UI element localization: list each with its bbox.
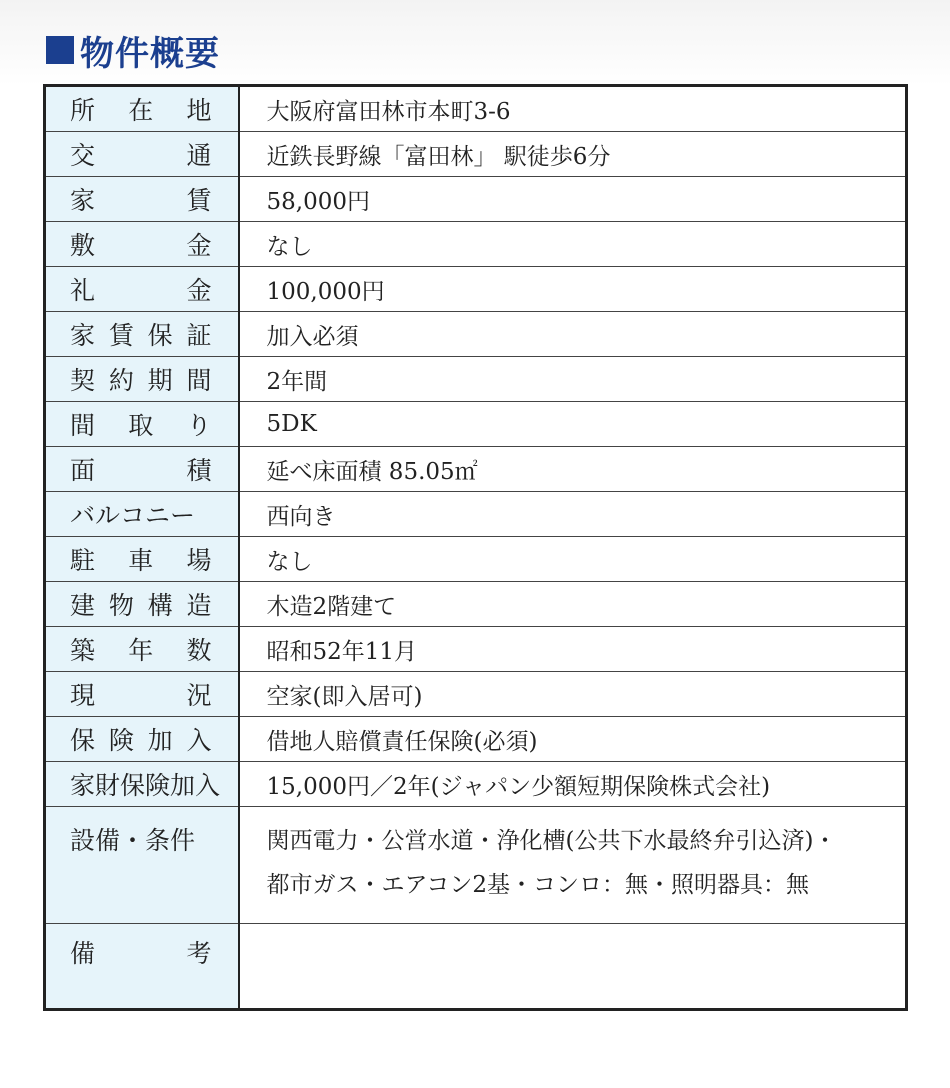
row-label-key-money: 礼 金: [45, 267, 239, 312]
table-row: [45, 86, 907, 132]
row-label-building-age: 築 年 数: [45, 627, 239, 672]
table-row: [45, 537, 907, 582]
row-label-equipment: 設備・条件: [45, 807, 239, 924]
row-label-area: 面 積: [45, 447, 239, 492]
row-value-balcony: 西向き: [239, 492, 907, 537]
row-label-contents-insurance: 家財保険加入: [45, 762, 239, 807]
table-row: [45, 627, 907, 672]
row-value-contents-insurance: 15,000円／2年(ジャパン少額短期保険株式会社): [239, 762, 907, 807]
table-row: [45, 717, 907, 762]
row-value-key-money: 100,000円: [239, 267, 907, 312]
row-value-rent: 58,000円: [239, 177, 907, 222]
row-value-rent-guarantee: 加入必須: [239, 312, 907, 357]
equipment-line-1: 関西電力・公営水道・浄化槽(公共下水最終弁引込済)・: [266, 828, 837, 854]
row-value-deposit: なし: [239, 222, 907, 267]
row-value-area: 延べ床面積 85.05㎡: [239, 447, 907, 492]
row-value-contract-period: 2年間: [239, 357, 907, 402]
table-row: [45, 132, 907, 177]
row-value-access: 近鉄長野線「富田林」 駅徒歩6分: [239, 132, 907, 177]
table-row: [45, 492, 907, 537]
row-label-access: 交 通: [45, 132, 239, 177]
table-row: [45, 177, 907, 222]
row-label-location: 所 在 地: [45, 86, 239, 132]
table-row: [45, 402, 907, 447]
table-row: [45, 807, 907, 924]
table-row: [45, 222, 907, 267]
row-value-layout: 5DK: [239, 402, 907, 447]
row-label-structure: 建 物 構 造: [45, 582, 239, 627]
table-row: [45, 357, 907, 402]
title-square-icon: [46, 36, 74, 64]
row-label-contract-period: 契 約 期 間: [45, 357, 239, 402]
row-value-location: 大阪府富田林市本町3-6: [239, 86, 907, 132]
row-value-parking: なし: [239, 537, 907, 582]
table-row: [45, 672, 907, 717]
row-label-rent-guarantee: 家 賃 保 証: [45, 312, 239, 357]
row-label-parking: 駐 車 場: [45, 537, 239, 582]
table-row: [45, 267, 907, 312]
row-label-deposit: 敷 金: [45, 222, 239, 267]
row-label-layout: 間 取 り: [45, 402, 239, 447]
row-label-remarks: 備 考: [45, 924, 239, 1010]
row-value-insurance: 借地人賠償責任保険(必須): [239, 717, 907, 762]
table-row: [45, 312, 907, 357]
row-value-building-age: 昭和52年11月: [239, 627, 907, 672]
property-summary-table: [43, 84, 908, 1011]
table-row: [45, 924, 907, 1010]
row-value-status: 空家(即入居可): [239, 672, 907, 717]
row-label-status: 現 況: [45, 672, 239, 717]
equipment-line-2: 都市ガス・エアコン2基・コンロ：無・照明器具：無: [266, 872, 809, 898]
section-title-text: 物件概要: [80, 33, 220, 74]
row-label-balcony: バルコニー: [45, 492, 239, 537]
row-label-rent: 家 賃: [45, 177, 239, 222]
table-row: [45, 447, 907, 492]
section-title: [46, 28, 220, 72]
row-value-structure: 木造2階建て: [239, 582, 907, 627]
row-value-equipment: [239, 807, 907, 924]
row-label-insurance: 保 険 加 入: [45, 717, 239, 762]
table-row: [45, 582, 907, 627]
table-row: [45, 762, 907, 807]
row-value-remarks: [239, 924, 907, 1010]
